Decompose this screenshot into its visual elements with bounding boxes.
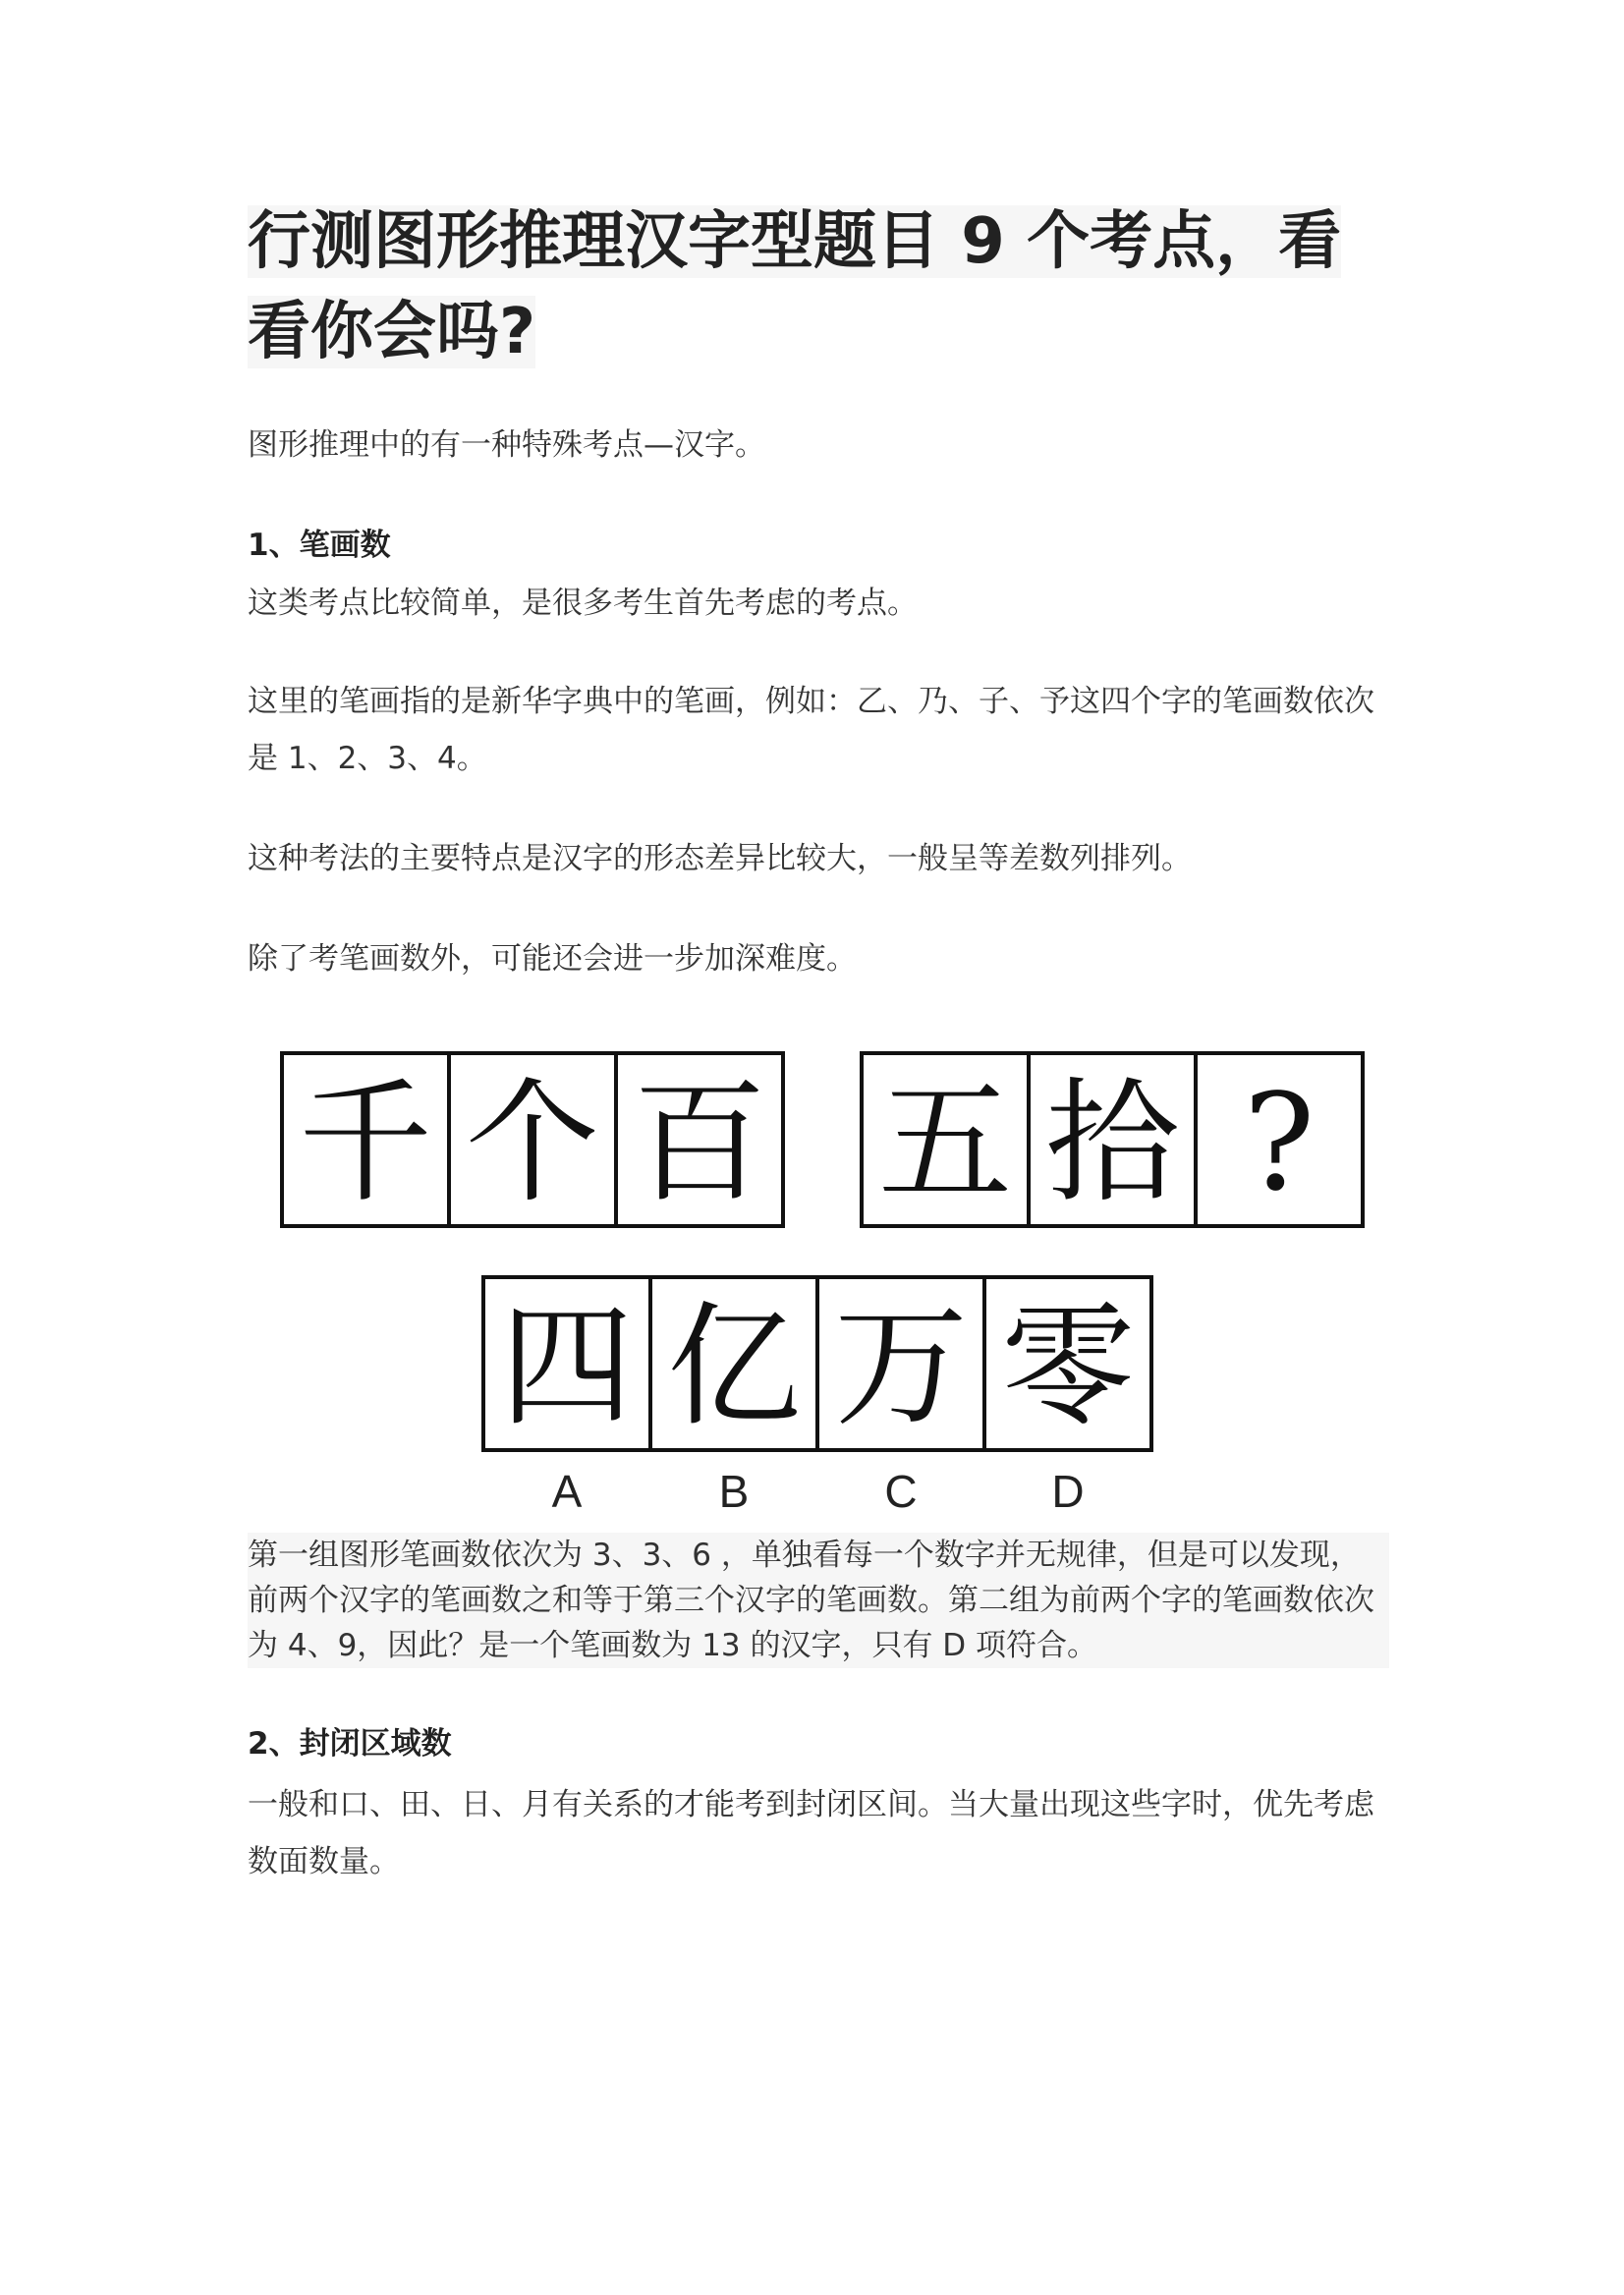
group2-char-2: 拾 xyxy=(1045,1066,1179,1221)
group2-char-3: ? xyxy=(1243,1066,1316,1221)
stroke-paragraph-1: 这类考点比较简单，是很多考生首先考虑的考点。 xyxy=(248,586,918,621)
option-b-label: B xyxy=(718,1466,750,1513)
group2-char-1: 五 xyxy=(878,1066,1012,1221)
group1-char-1: 千 xyxy=(299,1066,432,1221)
section-heading-closed-regions: 2、封闭区域数 xyxy=(248,1726,452,1762)
stroke-paragraph-4: 除了考笔画数外，可能还会进一步加深难度。 xyxy=(248,941,857,977)
option-a-label: A xyxy=(551,1466,583,1513)
option-c-label: C xyxy=(884,1466,918,1513)
group1-char-2: 个 xyxy=(466,1066,599,1221)
closed-regions-paragraph: 一般和口、田、日、月有关系的才能考到封闭区间。当大量出现这些字时，优先考虑数面数量。 xyxy=(248,1787,1374,1879)
section-heading-stroke-count: 1、笔画数 xyxy=(248,528,391,563)
article-title-text: 行测图形推理汉字型题目 9 个考点，看看你会吗? xyxy=(248,205,1342,368)
group1-char-3: 百 xyxy=(633,1066,766,1221)
option-a-char: 四 xyxy=(500,1290,634,1445)
answer-options xyxy=(483,1277,1151,1513)
stroke-paragraph-3: 这种考法的主要特点是汉字的形态差异比较大，一般呈等差数列排列。 xyxy=(248,841,1192,876)
stroke-paragraph-2: 这里的笔画指的是新华字典中的笔画，例如：乙、乃、子、予这四个字的笔画数依次是 1、2、3、4。 xyxy=(248,684,1374,776)
puzzle-figure xyxy=(248,1041,1389,1513)
explanation-paragraph: 第一组图形笔画数依次为 3、3、6 ，单独看每一个数字并无规律，但是可以发现，前两个汉字的笔画数之和等于第三个汉字的笔画数。第二组为前两个字的笔画数依次为 4、9，因此？是一个笔画数为 13 的汉字，只有 D 项符合。 xyxy=(248,1533,1389,1668)
option-b-char: 亿 xyxy=(667,1290,801,1445)
intro-paragraph: 图形推理中的有一种特殊考点—汉字。 xyxy=(248,427,765,463)
puzzle-figure-svg xyxy=(248,1041,1389,1513)
option-c-char: 万 xyxy=(834,1290,968,1445)
question-group-2 xyxy=(862,1053,1363,1226)
question-group-1 xyxy=(282,1053,783,1226)
option-d-char: 零 xyxy=(1001,1290,1135,1445)
option-d-label: D xyxy=(1051,1466,1085,1513)
article-title xyxy=(248,196,1389,377)
